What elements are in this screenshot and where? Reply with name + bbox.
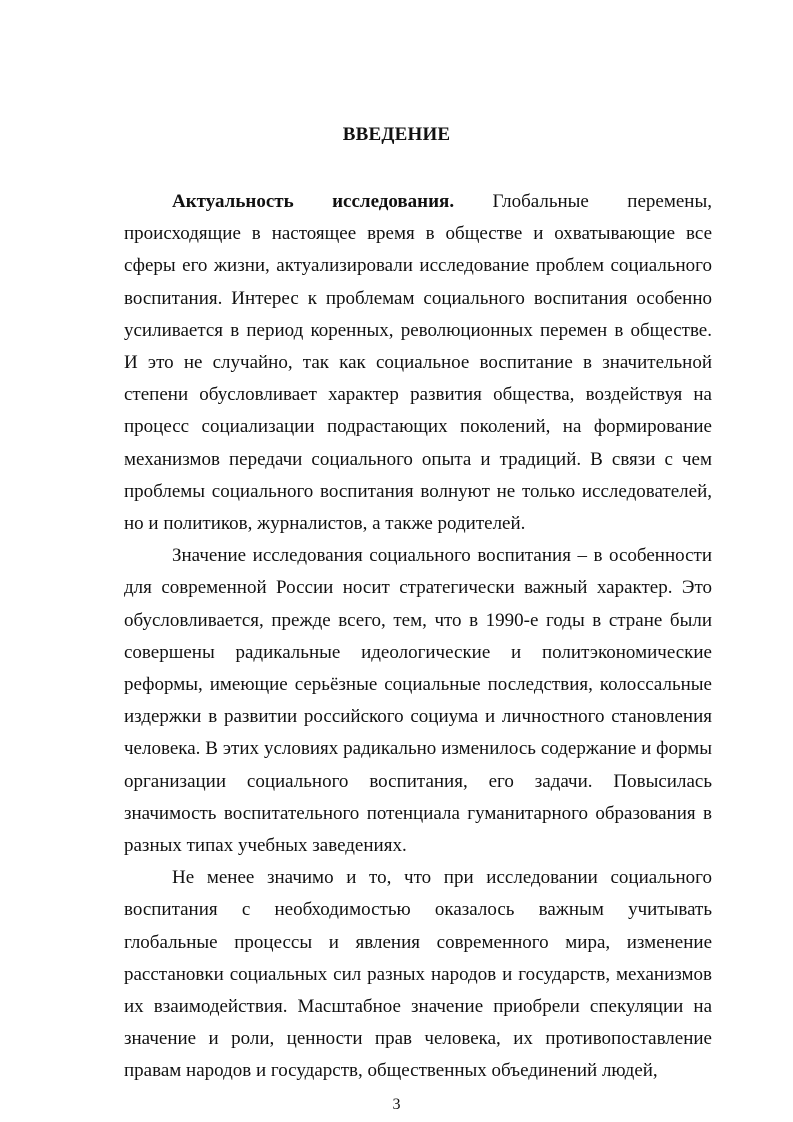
section-heading: ВВЕДЕНИЕ xyxy=(342,124,451,145)
paragraph-significance xyxy=(124,540,712,862)
page-number: 3 xyxy=(392,1096,401,1113)
body-text xyxy=(124,186,712,1088)
paragraph-text: Глобальные перемены, происходящие в настоящее время в обществе и охватывающие все сферы его жизни, актуализировали исследование проблем социального воспитания. Интерес к проблемам социального воспитания особенно усиливается в период коренных, революционных перемен в обществе. И это не случайно, так как социальное воспитание в значительной степени обусловливает характер развития общества, воздействуя на процесс социализации подрастающих поколений, на формирование механизмов передачи социального опыта и традиций. В связи с чем проблемы социального воспитания волнуют не только исследователей, но и политиков, журналистов, а также родителей. xyxy=(124,191,712,535)
paragraph-text: Не менее значимо и то, что при исследовании социального воспитания с необходимостью оказалось важным учитывать глобальные процессы и явления современного мира, изменение расстановки социальных сил разных народов и государств, механизмов их взаимодействия. Масштабное значение приобрели спекуляции на значение и роли, ценности прав человека, их противопоставление правам народов и государств, общественных объединений людей, xyxy=(124,867,712,1082)
paragraph-text: Значение исследования социального воспитания – в особенности для современной России носит стратегически важный характер. Это обусловливается, прежде всего, тем, что в 1990-е годы в стране были совершены радикальные идеологические и политэкономические реформы, имеющие серьёзные социальные последствия, колоссальные издержки в развитии российского социума и личностного становления человека. В этих условиях радикально изменилось содержание и формы организации социального воспитания, его задачи. Повысилась значимость воспитательного потенциала гуманитарного образования в разных типах учебных заведениях. xyxy=(124,545,712,857)
paragraph-global-processes xyxy=(124,862,712,1087)
paragraph-relevance xyxy=(124,186,712,540)
run-in-heading: Актуальность исследования. xyxy=(172,191,455,212)
